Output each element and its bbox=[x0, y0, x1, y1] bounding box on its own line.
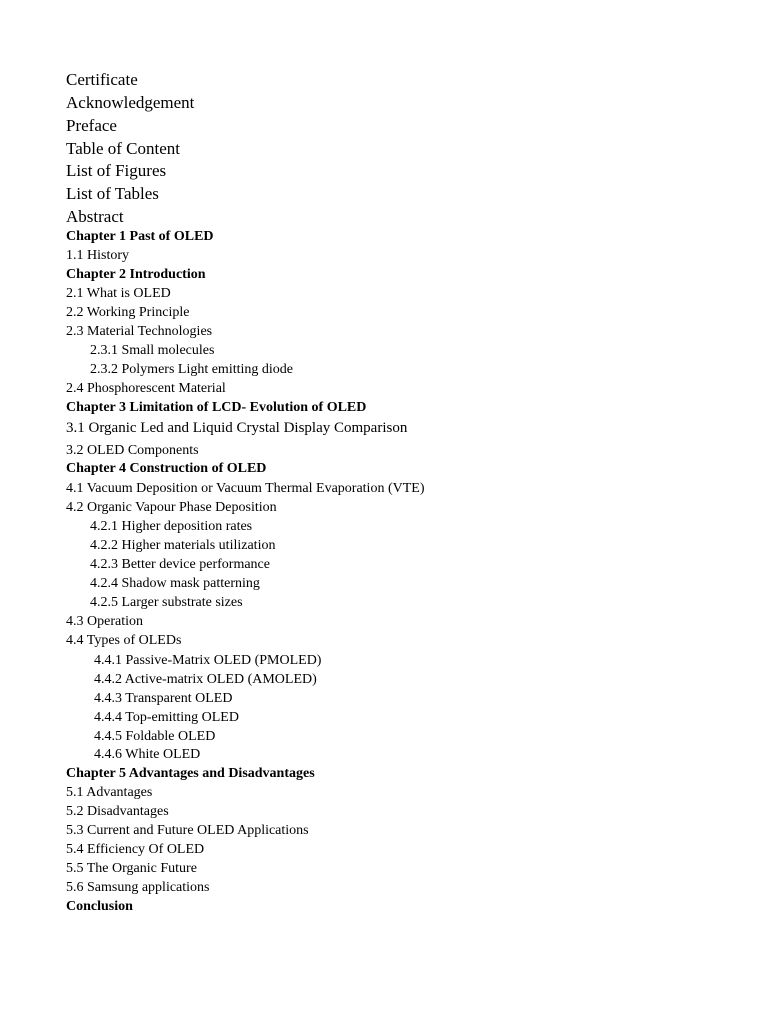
toc-entry-4-4-3: 4.4.3 Transparent OLED bbox=[94, 691, 233, 706]
chapter-1-heading: Chapter 1 Past of OLED bbox=[66, 229, 214, 244]
toc-entry-4-2-2: 4.2.2 Higher materials utilization bbox=[90, 538, 276, 553]
toc-entry-5-5: 5.5 The Organic Future bbox=[66, 861, 197, 876]
toc-entry-preface: Preface bbox=[66, 116, 117, 135]
chapter-4-heading: Chapter 4 Construction of OLED bbox=[66, 461, 267, 476]
toc-entry-5-4: 5.4 Efficiency Of OLED bbox=[66, 842, 205, 857]
toc-entry-5-1: 5.1 Advantages bbox=[66, 785, 153, 800]
toc-entry-acknowledgement: Acknowledgement bbox=[66, 93, 195, 112]
chapter-3-heading: Chapter 3 Limitation of LCD- Evolution of OLED bbox=[66, 400, 367, 415]
toc-entry-2-2: 2.2 Working Principle bbox=[66, 305, 190, 320]
toc-entry-4-2: 4.2 Organic Vapour Phase Deposition bbox=[66, 500, 277, 515]
toc-entry-4-2-3: 4.2.3 Better device performance bbox=[90, 557, 270, 572]
toc-entry-4-3: 4.3 Operation bbox=[66, 614, 143, 629]
toc-entry-2-4: 2.4 Phosphorescent Material bbox=[66, 381, 226, 396]
toc-entry-5-3: 5.3 Current and Future OLED Applications bbox=[66, 823, 309, 838]
toc-entry-4-1: 4.1 Vacuum Deposition or Vacuum Thermal Evaporation (VTE) bbox=[66, 481, 425, 496]
toc-entry-4-2-1: 4.2.1 Higher deposition rates bbox=[90, 519, 253, 534]
toc-entry-4-2-4: 4.2.4 Shadow mask patterning bbox=[90, 576, 260, 591]
toc-entry-2-3: 2.3 Material Technologies bbox=[66, 324, 213, 339]
toc-entry-4-2-5: 4.2.5 Larger substrate sizes bbox=[90, 595, 243, 610]
toc-entry-5-6: 5.6 Samsung applications bbox=[66, 880, 210, 895]
toc-entry-3-1: 3.1 Organic Led and Liquid Crystal Display Comparison bbox=[66, 420, 408, 436]
toc-entry-list-of-tables: List of Tables bbox=[66, 184, 159, 203]
toc-entry-5-2: 5.2 Disadvantages bbox=[66, 804, 169, 819]
toc-entry-3-2: 3.2 OLED Components bbox=[66, 443, 199, 458]
chapter-2-heading: Chapter 2 Introduction bbox=[66, 267, 206, 282]
toc-entry-4-4-4: 4.4.4 Top-emitting OLED bbox=[94, 710, 239, 725]
toc-entry-abstract: Abstract bbox=[66, 207, 124, 226]
toc-entry-2-3-1: 2.3.1 Small molecules bbox=[90, 343, 215, 358]
toc-entry-4-4-2: 4.4.2 Active-matrix OLED (AMOLED) bbox=[94, 672, 317, 687]
toc-entry-certificate: Certificate bbox=[66, 70, 138, 89]
conclusion-heading: Conclusion bbox=[66, 899, 133, 914]
toc-entry-1-1: 1.1 History bbox=[66, 248, 129, 263]
toc-entry-4-4-5: 4.4.5 Foldable OLED bbox=[94, 729, 216, 744]
toc-entry-4-4-1: 4.4.1 Passive-Matrix OLED (PMOLED) bbox=[94, 653, 322, 668]
toc-entry-table-of-content: Table of Content bbox=[66, 139, 181, 158]
chapter-5-heading: Chapter 5 Advantages and Disadvantages bbox=[66, 766, 315, 781]
toc-entry-list-of-figures: List of Figures bbox=[66, 161, 167, 180]
toc-entry-4-4-6: 4.4.6 White OLED bbox=[94, 747, 201, 762]
toc-entry-2-1: 2.1 What is OLED bbox=[66, 286, 171, 301]
toc-entry-2-3-2: 2.3.2 Polymers Light emitting diode bbox=[90, 362, 293, 377]
toc-entry-4-4: 4.4 Types of OLEDs bbox=[66, 633, 182, 648]
